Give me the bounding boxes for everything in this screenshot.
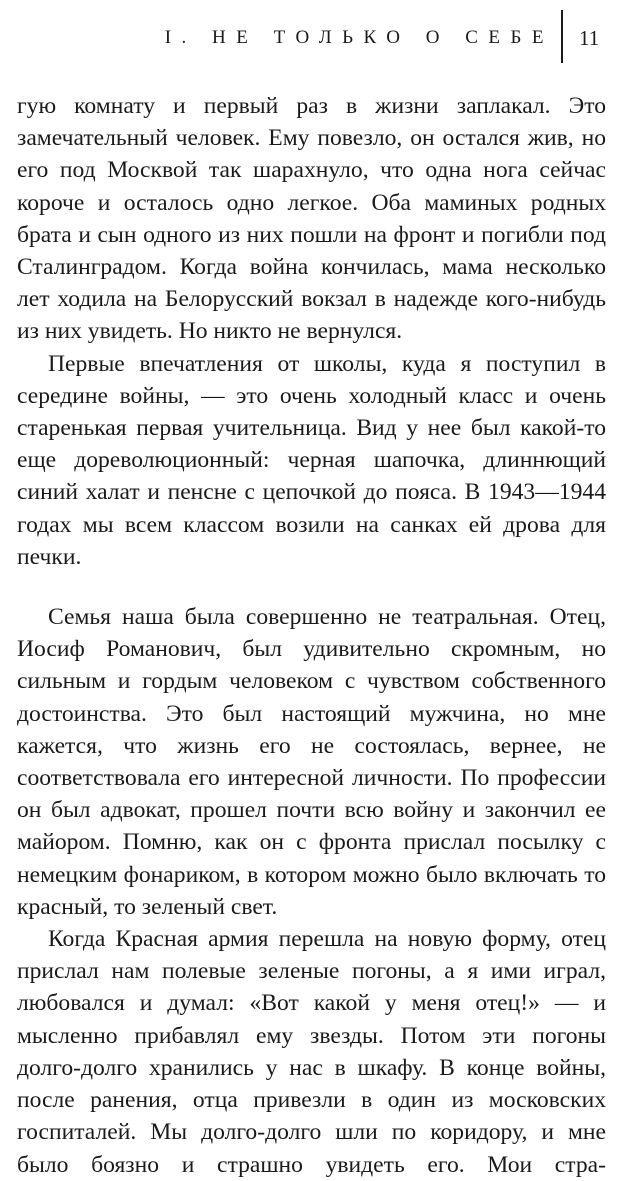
page-header [0, 0, 620, 90]
paragraph-uniform: Когда Красная армия перешла на новую форму, отец прислал нам полевые зеленые погоны, а я ими играл, любовался и думал: «Вот какой у меня отец!» — и мысленно прибавлял ему звезды. Потом эти погоны долго-долго хранились у нас в шкафу. В конце войны, после ранения, отца привезли в один из московских госпиталей. Мы долго-долго шли по коридору, и мне было боязно и страшно увидеть его. Мои стра- [17, 926, 606, 1178]
paragraph-family: Семья наша была совершенно не театральная. Отец, Иосиф Романович, был удивительно скромным, но сильным и гордым человеком с чувством собственного достоинства. Это был настоящий мужчина, но мне кажется, что жизнь его не состоялась, вернее, не соответствовала его интересной личности. По профессии он был адвокат, прошел почти всю войну и закончил ее майором. Помню, как он с фронта прислал посылку с немецким фонариком, в котором можно было включать то красный, то зеленый свет. [17, 604, 606, 920]
body-text [17, 90, 606, 1181]
header-divider [561, 10, 563, 63]
running-title: I. НЕ ТОЛЬКО О СЕБЕ [164, 27, 554, 48]
paragraph-continuation: гую комнату и первый раз в жизни заплакал. Это замечательный человек. Ему повезло, он остался жив, но его под Москвой так шарахнуло, что одна нога сейчас короче и осталось одно легкое. Оба маминых родных брата и сын одного из них пошли на фронт и погибли под Сталинградом. Когда война кончилась, мама несколько лет ходила на Белорусский вокзал в надежде кого-нибудь из них увидеть. Но никто не вернулся. [17, 93, 606, 345]
paragraph-school: Первые впечатления от школы, куда я поступил в середине войны, — это очень холодный класс и очень старенькая первая учительница. Вид у нее был какой-то еще дореволюционный: черная шапочка, длиннющий синий халат и пенсне с цепочкой до пояса. В 1943—1944 годах мы всем классом возили на санках ей дрова для печки. [17, 350, 606, 570]
section-gap [17, 573, 606, 601]
page-number: 11 [579, 26, 600, 50]
